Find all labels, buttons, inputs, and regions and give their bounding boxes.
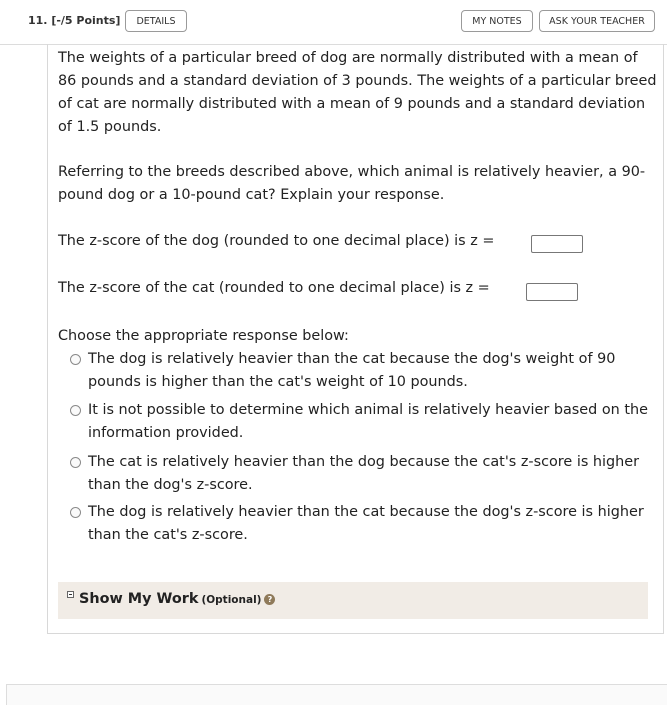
show-my-work-bar[interactable] xyxy=(58,582,648,619)
problem-question: Referring to the breeds described above, which animal is relatively heavier, a 90-pound dog or a 10-pound cat? Explain your response. xyxy=(58,164,646,203)
radio-button[interactable] xyxy=(70,457,81,468)
cat-zscore-label: The z-score of the cat (rounded to one decimal place) is z = xyxy=(58,280,490,296)
dog-zscore-label: The z-score of the dog (rounded to one decimal place) is z = xyxy=(58,233,495,249)
answer-option-text: It is not possible to determine which animal is relatively heavier based on the information provided. xyxy=(88,402,648,441)
expand-icon[interactable] xyxy=(67,591,74,598)
radio-button[interactable] xyxy=(70,354,81,365)
help-icon[interactable]: ? xyxy=(264,594,275,605)
radio-button[interactable] xyxy=(70,405,81,416)
dog-zscore-input[interactable] xyxy=(531,235,583,253)
next-question-card xyxy=(6,684,667,705)
details-button[interactable]: DETAILS xyxy=(125,10,187,32)
choice-prompt: Choose the appropriate response below: xyxy=(58,328,349,344)
my-notes-button[interactable]: MY NOTES xyxy=(461,10,533,32)
question-number-points: 11. [-/5 Points] xyxy=(28,14,121,27)
ask-your-teacher-button[interactable]: ASK YOUR TEACHER xyxy=(539,10,655,32)
answer-option-text: The cat is relatively heavier than the dog because the cat's z-score is higher than the dog's z-score. xyxy=(88,454,640,493)
problem-statement: The weights of a particular breed of dog are normally distributed with a mean of 86 pounds and a standard deviation of 3 pounds. The weights of a particular breed of cat are normally distributed with a mean of 9 pounds and a standard deviation of 1.5 pounds. xyxy=(58,50,657,135)
question-header xyxy=(0,0,667,45)
answer-option-text: The dog is relatively heavier than the cat because the dog's z-score is higher than the cat's z-score. xyxy=(88,504,644,543)
show-my-work-label: Show My Work xyxy=(79,591,199,607)
cat-zscore-input[interactable] xyxy=(526,283,578,301)
show-my-work-title[interactable] xyxy=(79,591,275,607)
radio-button[interactable] xyxy=(70,507,81,518)
optional-label: (Optional) xyxy=(201,594,262,606)
answer-option-text: The dog is relatively heavier than the cat because the dog's weight of 90 pounds is higher than the cat's weight of 10 pounds. xyxy=(88,351,616,390)
